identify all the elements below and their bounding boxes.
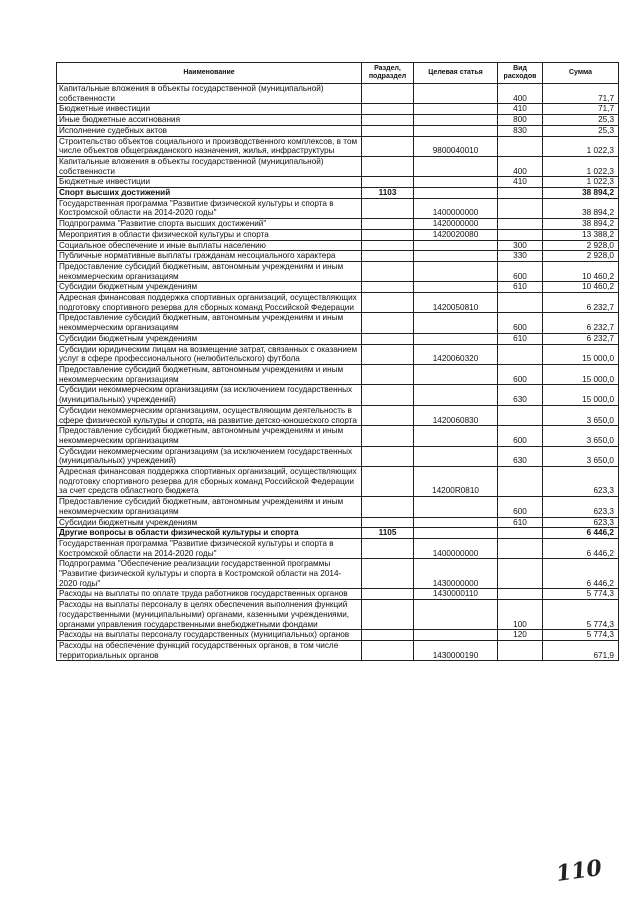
cell-name: Государственная программа "Развитие физической культуры и спорта в Костромской области на 2014-2020 годы" — [57, 538, 362, 558]
header-razdel: Раздел, подраздел — [362, 63, 414, 84]
cell-sum: 2 928,0 — [543, 251, 619, 262]
cell-sum: 15 000,0 — [543, 344, 619, 364]
cell-razdel — [362, 385, 414, 405]
cell-sum: 623,3 — [543, 497, 619, 517]
cell-name: Государственная программа "Развитие физической культуры и спорта в Костромской области на 2014-2020 годы" — [57, 198, 362, 218]
cell-sum: 71,7 — [543, 84, 619, 104]
table-row — [57, 219, 619, 230]
cell-razdel — [362, 538, 414, 558]
cell-target-article — [414, 177, 498, 188]
header-name: Наименование — [57, 63, 362, 84]
cell-sum: 15 000,0 — [543, 364, 619, 384]
cell-sum: 10 460,2 — [543, 282, 619, 293]
table-row — [57, 261, 619, 281]
cell-name: Предоставление субсидий бюджетным, автономным учреждениям и иным некоммерческим организациям — [57, 497, 362, 517]
cell-razdel — [362, 219, 414, 230]
cell-sum: 10 460,2 — [543, 261, 619, 281]
cell-name: Строительство объектов социального и производственного комплексов, в том числе объектов общегражданского назначения, жилья, инфраструктуры — [57, 136, 362, 156]
cell-target-article — [414, 426, 498, 446]
table-row — [57, 136, 619, 156]
cell-sum: 3 650,0 — [543, 446, 619, 466]
cell-sum: 38 894,2 — [543, 198, 619, 218]
table-row — [57, 115, 619, 126]
cell-razdel — [362, 198, 414, 218]
cell-expense-type: 400 — [498, 156, 543, 176]
cell-target-article: 9800040010 — [414, 136, 498, 156]
cell-razdel — [362, 446, 414, 466]
table-row — [57, 528, 619, 539]
cell-razdel — [362, 467, 414, 497]
cell-target-article — [414, 104, 498, 115]
cell-name: Расходы на выплаты по оплате труда работников государственных органов — [57, 589, 362, 600]
table-row — [57, 364, 619, 384]
table-row — [57, 293, 619, 313]
cell-sum: 671,9 — [543, 640, 619, 660]
cell-sum: 623,3 — [543, 467, 619, 497]
cell-target-article — [414, 115, 498, 126]
cell-razdel — [362, 426, 414, 446]
cell-razdel — [362, 104, 414, 115]
cell-expense-type: 800 — [498, 115, 543, 126]
cell-name: Предоставление субсидий бюджетным, автономным учреждениям и иным некоммерческим организациям — [57, 261, 362, 281]
cell-sum: 25,3 — [543, 125, 619, 136]
cell-name: Адресная финансовая поддержка спортивных организаций, осуществляющих подготовку спортивного резерва для сборных команд Российской Федерации — [57, 293, 362, 313]
table-row — [57, 630, 619, 641]
cell-sum: 2 928,0 — [543, 240, 619, 251]
table-row — [57, 229, 619, 240]
cell-name: Субсидии некоммерческим организациям (за исключением государственных (муниципальных) учреждений) — [57, 446, 362, 466]
cell-expense-type — [498, 188, 543, 199]
cell-target-article: 14200R0810 — [414, 467, 498, 497]
cell-target-article — [414, 251, 498, 262]
cell-name: Адресная финансовая поддержка спортивных организаций, осуществляющих подготовку спортивного резерва для сборных команд Российской Федерации за счет средств областного бюджета — [57, 467, 362, 497]
cell-expense-type: 400 — [498, 84, 543, 104]
cell-target-article: 1430000110 — [414, 589, 498, 600]
cell-target-article — [414, 446, 498, 466]
cell-razdel — [362, 125, 414, 136]
cell-name: Расходы на выплаты персоналу в целях обеспечения выполнения функций государственными (муниципальными) органами, казенными учреждениями, органами управления государственными внебюджетными фондами — [57, 600, 362, 630]
cell-expense-type: 600 — [498, 313, 543, 333]
cell-target-article — [414, 240, 498, 251]
table-row — [57, 467, 619, 497]
cell-name: Субсидии бюджетным учреждениям — [57, 333, 362, 344]
cell-expense-type: 630 — [498, 385, 543, 405]
cell-expense-type: 600 — [498, 497, 543, 517]
cell-target-article — [414, 600, 498, 630]
cell-name: Предоставление субсидий бюджетным, автономным учреждениям и иным некоммерческим организациям — [57, 364, 362, 384]
cell-sum: 6 232,7 — [543, 293, 619, 313]
cell-sum: 5 774,3 — [543, 589, 619, 600]
cell-target-article: 1430000190 — [414, 640, 498, 660]
cell-razdel — [362, 84, 414, 104]
table-row — [57, 125, 619, 136]
budget-table — [56, 62, 619, 661]
cell-razdel — [362, 229, 414, 240]
table-row — [57, 559, 619, 589]
table-row — [57, 517, 619, 528]
cell-sum: 6 446,2 — [543, 559, 619, 589]
table-row — [57, 446, 619, 466]
cell-sum: 5 774,3 — [543, 600, 619, 630]
cell-name: Субсидии некоммерческим организациям (за исключением государственных (муниципальных) учреждений) — [57, 385, 362, 405]
cell-name: Субсидии юридическим лицам на возмещение затрат, связанных с оказанием услуг в сфере профессионального (нелюбительского) футбола — [57, 344, 362, 364]
header-sum: Сумма — [543, 63, 619, 84]
cell-target-article — [414, 282, 498, 293]
cell-razdel — [362, 344, 414, 364]
cell-target-article: 1400000000 — [414, 538, 498, 558]
cell-expense-type: 630 — [498, 446, 543, 466]
cell-expense-type: 610 — [498, 333, 543, 344]
table-row — [57, 198, 619, 218]
cell-expense-type — [498, 467, 543, 497]
cell-sum: 3 650,0 — [543, 405, 619, 425]
cell-expense-type — [498, 293, 543, 313]
cell-razdel — [362, 261, 414, 281]
cell-target-article: 1420060830 — [414, 405, 498, 425]
cell-expense-type — [498, 528, 543, 539]
cell-target-article — [414, 528, 498, 539]
table-row — [57, 640, 619, 660]
cell-razdel — [362, 177, 414, 188]
cell-name: Другие вопросы в области физической культуры и спорта — [57, 528, 362, 539]
cell-expense-type: 830 — [498, 125, 543, 136]
cell-expense-type: 330 — [498, 251, 543, 262]
cell-razdel — [362, 589, 414, 600]
cell-target-article — [414, 188, 498, 199]
table-row — [57, 251, 619, 262]
cell-razdel — [362, 251, 414, 262]
cell-target-article — [414, 385, 498, 405]
cell-expense-type — [498, 344, 543, 364]
cell-target-article: 1430000000 — [414, 559, 498, 589]
table-row — [57, 600, 619, 630]
cell-sum: 15 000,0 — [543, 385, 619, 405]
cell-razdel — [362, 156, 414, 176]
table-row — [57, 188, 619, 199]
cell-name: Спорт высших достижений — [57, 188, 362, 199]
cell-expense-type: 120 — [498, 630, 543, 641]
cell-name: Социальное обеспечение и иные выплаты населению — [57, 240, 362, 251]
cell-expense-type — [498, 198, 543, 218]
cell-sum: 38 894,2 — [543, 219, 619, 230]
cell-target-article: 1420020080 — [414, 229, 498, 240]
cell-expense-type: 410 — [498, 177, 543, 188]
table-row — [57, 333, 619, 344]
cell-sum: 3 650,0 — [543, 426, 619, 446]
cell-sum: 1 022,3 — [543, 136, 619, 156]
table-row — [57, 538, 619, 558]
cell-razdel: 1105 — [362, 528, 414, 539]
cell-sum: 1 022,3 — [543, 156, 619, 176]
cell-name: Предоставление субсидий бюджетным, автономным учреждениям и иным некоммерческим организациям — [57, 426, 362, 446]
table-row — [57, 282, 619, 293]
cell-sum: 38 894,2 — [543, 188, 619, 199]
cell-name: Публичные нормативные выплаты гражданам несоциального характера — [57, 251, 362, 262]
cell-expense-type: 600 — [498, 426, 543, 446]
cell-name: Бюджетные инвестиции — [57, 177, 362, 188]
header-csr: Целевая статья — [414, 63, 498, 84]
cell-razdel — [362, 136, 414, 156]
cell-name: Расходы на обеспечение функций государственных органов, в том числе территориальных органов — [57, 640, 362, 660]
cell-target-article: 1420050810 — [414, 293, 498, 313]
cell-name: Исполнение судебных актов — [57, 125, 362, 136]
cell-name: Расходы на выплаты персоналу государственных (муниципальных) органов — [57, 630, 362, 641]
cell-sum: 6 232,7 — [543, 313, 619, 333]
cell-target-article: 1400000000 — [414, 198, 498, 218]
cell-sum: 6 446,2 — [543, 528, 619, 539]
table-row — [57, 497, 619, 517]
cell-expense-type: 610 — [498, 517, 543, 528]
page-number: 110 — [554, 854, 604, 888]
cell-sum: 5 774,3 — [543, 630, 619, 641]
table-row — [57, 177, 619, 188]
cell-name: Субсидии некоммерческим организациям, осуществляющим деятельность в сфере физической культуры и спорта, на развитие детско-юношеского спорта — [57, 405, 362, 425]
cell-razdel — [362, 517, 414, 528]
cell-expense-type — [498, 559, 543, 589]
cell-expense-type — [498, 229, 543, 240]
table-row — [57, 589, 619, 600]
cell-name: Субсидии бюджетным учреждениям — [57, 517, 362, 528]
table-row — [57, 104, 619, 115]
cell-target-article — [414, 84, 498, 104]
cell-expense-type — [498, 136, 543, 156]
cell-razdel — [362, 313, 414, 333]
cell-razdel — [362, 600, 414, 630]
cell-name: Субсидии бюджетным учреждениям — [57, 282, 362, 293]
table-row — [57, 313, 619, 333]
cell-razdel: 1103 — [362, 188, 414, 199]
table-header-row — [57, 63, 619, 84]
cell-target-article — [414, 125, 498, 136]
table-body — [57, 84, 619, 661]
cell-sum: 25,3 — [543, 115, 619, 126]
cell-expense-type: 600 — [498, 364, 543, 384]
cell-expense-type — [498, 589, 543, 600]
cell-target-article — [414, 497, 498, 517]
cell-razdel — [362, 333, 414, 344]
cell-razdel — [362, 405, 414, 425]
cell-name: Подпрограмма "Обеспечение реализации государственной программы "Развитие физической культуры и спорта в Костромской области на 2014-2020 годы" — [57, 559, 362, 589]
cell-name: Иные бюджетные ассигнования — [57, 115, 362, 126]
cell-target-article — [414, 156, 498, 176]
cell-expense-type: 300 — [498, 240, 543, 251]
cell-target-article — [414, 364, 498, 384]
cell-name: Бюджетные инвестиции — [57, 104, 362, 115]
cell-target-article: 1420060320 — [414, 344, 498, 364]
cell-razdel — [362, 364, 414, 384]
cell-expense-type: 610 — [498, 282, 543, 293]
cell-razdel — [362, 115, 414, 126]
cell-target-article — [414, 313, 498, 333]
table-row — [57, 405, 619, 425]
cell-sum: 6 446,2 — [543, 538, 619, 558]
cell-expense-type: 100 — [498, 600, 543, 630]
cell-sum: 1 022,3 — [543, 177, 619, 188]
cell-name: Капитальные вложения в объекты государственной (муниципальной) собственности — [57, 84, 362, 104]
cell-razdel — [362, 282, 414, 293]
cell-razdel — [362, 497, 414, 517]
cell-expense-type: 600 — [498, 261, 543, 281]
cell-expense-type: 410 — [498, 104, 543, 115]
cell-sum: 71,7 — [543, 104, 619, 115]
cell-sum: 13 388,2 — [543, 229, 619, 240]
cell-sum: 623,3 — [543, 517, 619, 528]
cell-target-article — [414, 261, 498, 281]
cell-name: Предоставление субсидий бюджетным, автономным учреждениям и иным некоммерческим организациям — [57, 313, 362, 333]
cell-expense-type — [498, 405, 543, 425]
cell-razdel — [362, 640, 414, 660]
table-row — [57, 240, 619, 251]
table-row — [57, 84, 619, 104]
cell-target-article — [414, 630, 498, 641]
table-row — [57, 156, 619, 176]
cell-name: Подпрограмма "Развитие спорта высших достижений" — [57, 219, 362, 230]
cell-razdel — [362, 559, 414, 589]
cell-razdel — [362, 293, 414, 313]
table-row — [57, 344, 619, 364]
table-row — [57, 426, 619, 446]
table-row — [57, 385, 619, 405]
cell-expense-type — [498, 219, 543, 230]
header-vr: Вид расходов — [498, 63, 543, 84]
cell-name: Мероприятия в области физической культуры и спорта — [57, 229, 362, 240]
cell-target-article — [414, 333, 498, 344]
cell-razdel — [362, 630, 414, 641]
cell-sum: 6 232,7 — [543, 333, 619, 344]
cell-target-article — [414, 517, 498, 528]
cell-razdel — [362, 240, 414, 251]
cell-target-article: 1420000000 — [414, 219, 498, 230]
cell-expense-type — [498, 640, 543, 660]
cell-expense-type — [498, 538, 543, 558]
cell-name: Капитальные вложения в объекты государственной (муниципальной) собственности — [57, 156, 362, 176]
